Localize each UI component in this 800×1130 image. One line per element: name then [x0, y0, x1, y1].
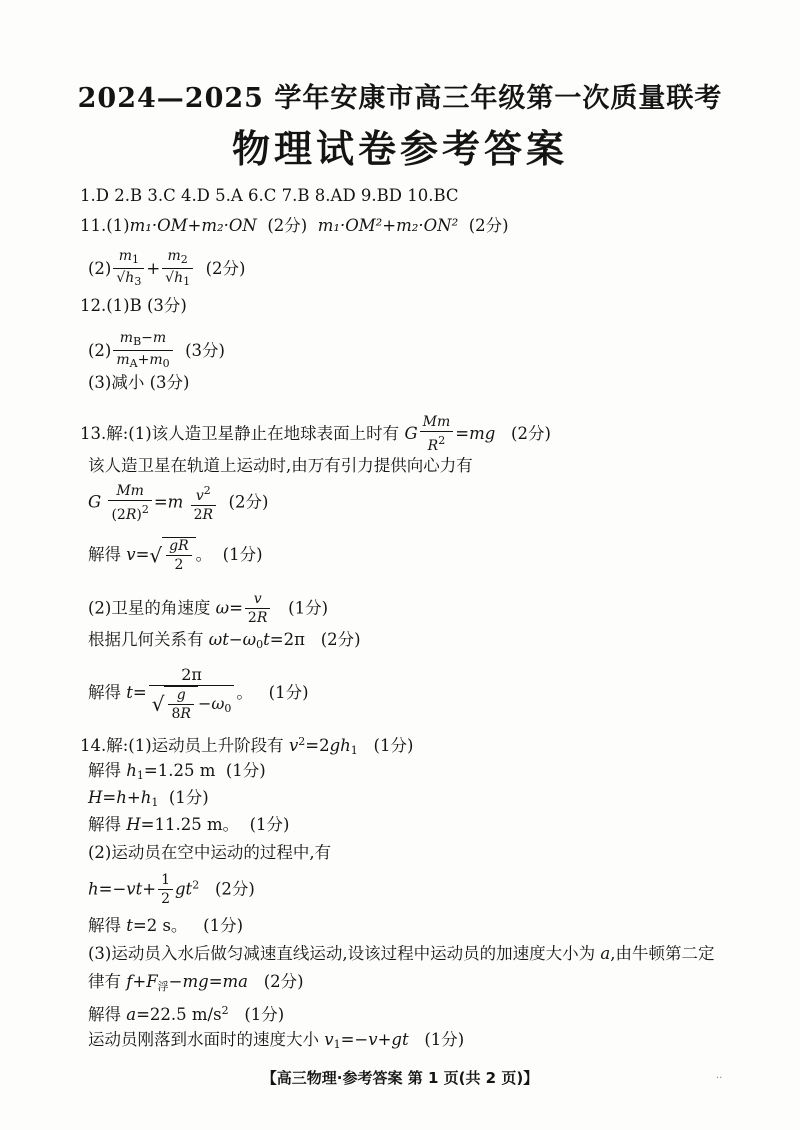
q14-line2: 解得 $h_1=1.25$ m (1分)	[88, 761, 266, 782]
q14-line9: 律有 $f+F_浮-mg=ma$ (2分)	[88, 972, 304, 993]
mc-answers: 1.D 2.B 3.C 4.D 5.A 6.C 7.B 8.AD 9.BD 10.BC	[80, 186, 459, 205]
q13-line7: 解得 t= 2π √ $\frac{g}{8R}$ $-\omega_0$ 。 (1分)	[88, 665, 309, 722]
q11-frac-2: $\frac{m_2}{√h_1}$	[162, 248, 193, 291]
q13-line6: 根据几何关系有 $\omega t-\omega_0t=2\pi$ (2分)	[88, 630, 361, 651]
q14-line3: $H=h+h_1$ (1分)	[88, 788, 209, 809]
q12-frac: $\frac{m_B-m}{m_A+m_0}$	[113, 330, 172, 373]
q12-part3: (3)减小 (3分)	[88, 373, 190, 392]
q14-line5: (2)运动员在空中运动的过程中,有	[88, 843, 332, 862]
q13-line4: 解得 v=√ $\frac{gR}{2}$ 。 (1分)	[88, 538, 263, 573]
q12-part1: 12.(1)B (3分)	[80, 296, 187, 315]
q12-label: 12.	[80, 296, 107, 315]
q11-part2: (2) $\frac{m_1}{√h_3}$ + $\frac{m_2}{√h_1}$ (2分)	[88, 248, 245, 291]
q11-label: 11.	[80, 216, 107, 235]
q13-line3: G $\frac{Mm}{(2R)^2}$ =m $\frac{v^2}{2R}$ (2分)	[88, 482, 269, 523]
q14-line8: (3)运动员入水后做匀减速直线运动,设该过程中运动员的加速度大小为 a,由牛顿第二定	[88, 944, 715, 963]
q12-part2: (2) $\frac{m_B-m}{m_A+m_0}$ (3分)	[88, 330, 225, 373]
q11-frac-1: $\frac{m_1}{√h_3}$	[113, 248, 144, 291]
q14-line10: 解得 a=22.5 $m/s^2$ (1分)	[88, 1004, 285, 1024]
q13-line1: 13.解:(1)该人造卫星静止在地球表面上时有 G $\frac{Mm}{R^2}$ =mg (2分)	[80, 414, 551, 454]
q14-line6: h=−vt+ $\frac{1}{2}$ $gt^2$ (2分)	[88, 872, 255, 907]
q11-expr-a: m₁·OM+m₂·ON	[129, 216, 257, 235]
q14-line4: 解得 H=11.25 m。 (1分)	[88, 815, 290, 834]
q11-expr-b: m₁·OM²+m₂·ON²	[317, 216, 459, 235]
document-subtitle: 物理试卷参考答案	[231, 126, 568, 171]
q13-label: 13.	[80, 424, 107, 443]
q14-line11: 运动员刚落到水面时的速度大小 $v_1=-v+gt$ (1分)	[88, 1030, 465, 1051]
q13-line5: (2)卫星的角速度 ω= $\frac{v}{2R}$ (1分)	[88, 591, 329, 626]
page-footer: 【高三物理·参考答案 第 1 页(共 2 页)】	[261, 1069, 539, 1087]
scan-mark: ··	[716, 1073, 723, 1084]
q14-label: 14.	[80, 736, 107, 755]
exam-title: 2024—2025 学年安康市高三年级第一次质量联考	[77, 83, 723, 114]
q14-line1: 14.解:(1)运动员上升阶段有 $v^2=2gh_1$ (1分)	[80, 735, 414, 757]
q13-line2: 该人造卫星在轨道上运动时,由万有引力提供向心力有	[88, 456, 473, 475]
q14-line7: 解得 t=2 s。 (1分)	[88, 916, 244, 935]
q11-part1: 11.(1)m₁·OM+m₂·ON (2分) m₁·OM²+m₂·ON² (2分)	[80, 216, 509, 235]
